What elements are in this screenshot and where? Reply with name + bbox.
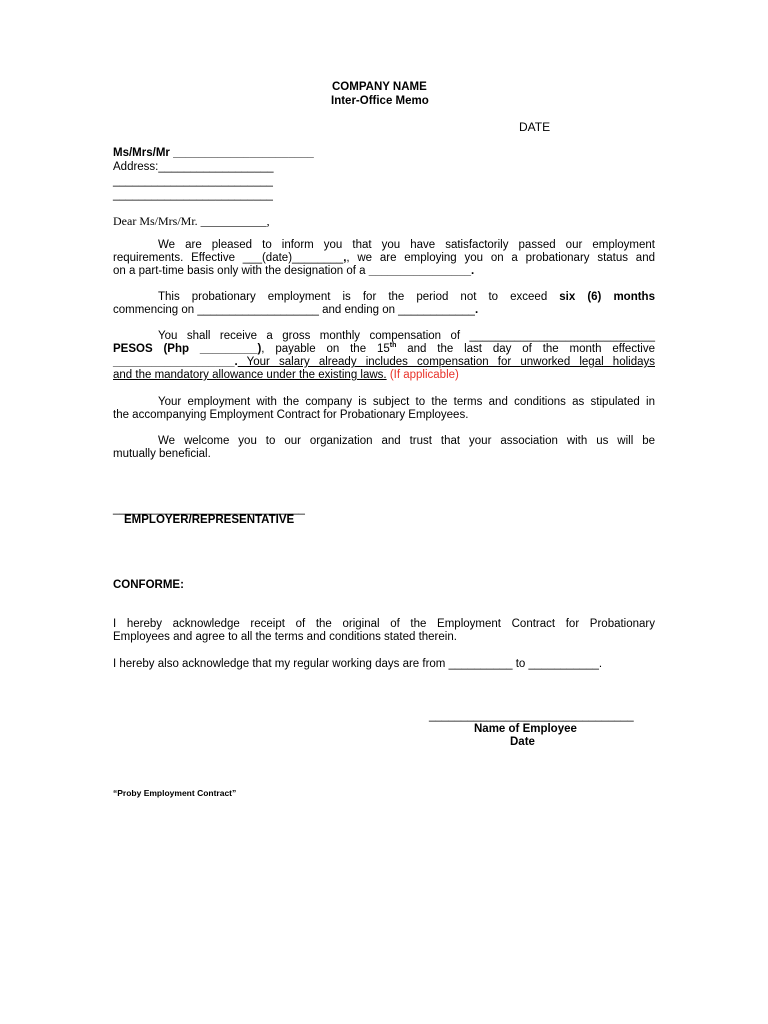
paragraph-line — [113, 356, 655, 369]
employer-label: EMPLOYER/REPRESENTATIVE — [124, 514, 295, 526]
paragraph-terms — [113, 396, 655, 422]
paragraph-line: I hereby acknowledge receipt of the original of the Employment Contract for Probationary — [113, 618, 655, 630]
employee-signature-line: ________________________________ — [429, 710, 634, 722]
paragraph-line: Employees and agree to all the terms and conditions stated therein. — [113, 631, 457, 643]
paragraph-line — [113, 343, 655, 356]
ordinal-suffix: th — [389, 342, 397, 350]
paragraph-line: We are pleased to inform you that you have satisfactorily passed our employment — [158, 239, 655, 251]
paragraph-line: Your employment with the company is subject to the terms and conditions as stipulated in — [158, 396, 655, 408]
paragraph-text: commencing on ___________________ and ending on ____________ — [113, 304, 475, 316]
salary-inclusion-text: Your salary already includes compensation for unworked legal holidays — [237, 356, 655, 368]
paragraph-line — [113, 252, 655, 265]
effective-date-blank: ___________________. — [113, 356, 238, 368]
paragraph-compensation — [113, 330, 655, 382]
recipient-address-line: Address:__________________ — [113, 161, 274, 173]
paragraph-line — [113, 369, 655, 382]
recipient-address-line-2: _________________________ — [113, 175, 273, 187]
paragraph-text: , payable on the 15 — [261, 343, 390, 355]
paragraph-text: on a part-time basis only with the designation of a — [113, 265, 369, 277]
paragraph-welcome — [113, 435, 655, 461]
period: . — [474, 304, 479, 316]
probation-duration: six (6) months — [559, 291, 655, 303]
paragraph-text: , we are employing you on a probationary status and — [346, 252, 655, 264]
paragraph-line — [113, 291, 655, 304]
paragraph-line — [113, 304, 655, 317]
comma: , — [343, 252, 347, 264]
employer-signature-line: ______________________________ — [113, 503, 305, 515]
paragraph-line: the accompanying Employment Contract for Probationary Employees. — [113, 409, 469, 421]
company-name: COMPANY NAME — [332, 81, 427, 93]
memo-title: Inter-Office Memo — [331, 95, 429, 107]
employee-name-label: Name of Employee — [474, 723, 577, 735]
employee-date-label: Date — [510, 736, 535, 748]
salary-inclusion-text: and the mandatory allowance under the existing laws. — [113, 369, 387, 381]
paragraph-line: We welcome you to our organization and trust that your association with us will be — [158, 435, 655, 447]
recipient-name-line: Ms/Mrs/Mr ______________________ — [113, 147, 314, 159]
paragraph-text: This probationary employment is for the period not to exceed — [158, 291, 560, 303]
if-applicable-note: (If applicable) — [389, 369, 459, 381]
paragraph-line: mutually beneficial. — [113, 448, 211, 460]
paragraph-line — [113, 265, 655, 278]
designation-blank: ________________. — [368, 265, 475, 277]
paragraph-text: and the last day of the month effective — [396, 343, 655, 355]
pesos-amount-blank: PESOS (Php _________) — [113, 343, 262, 355]
effective-date-blank: requirements. Effective ___(date)________ — [113, 252, 344, 264]
acknowledgement-working-days: I hereby also acknowledge that my regular working days are from __________ to ___________. — [113, 658, 603, 670]
salutation: Dear Ms/Mrs/Mr. ___________, — [113, 214, 270, 228]
footer-caption: “Proby Employment Contract” — [113, 788, 237, 798]
paragraph-probation-period — [113, 291, 655, 317]
paragraph-line: You shall receive a gross monthly compensation of _____________________________ — [158, 330, 655, 342]
date-label: DATE — [519, 120, 551, 134]
recipient-address-line-3: _________________________ — [113, 189, 273, 201]
paragraph-employment-notice — [113, 239, 655, 278]
acknowledgement-receipt — [113, 618, 655, 644]
conforme-heading: CONFORME: — [113, 579, 184, 591]
